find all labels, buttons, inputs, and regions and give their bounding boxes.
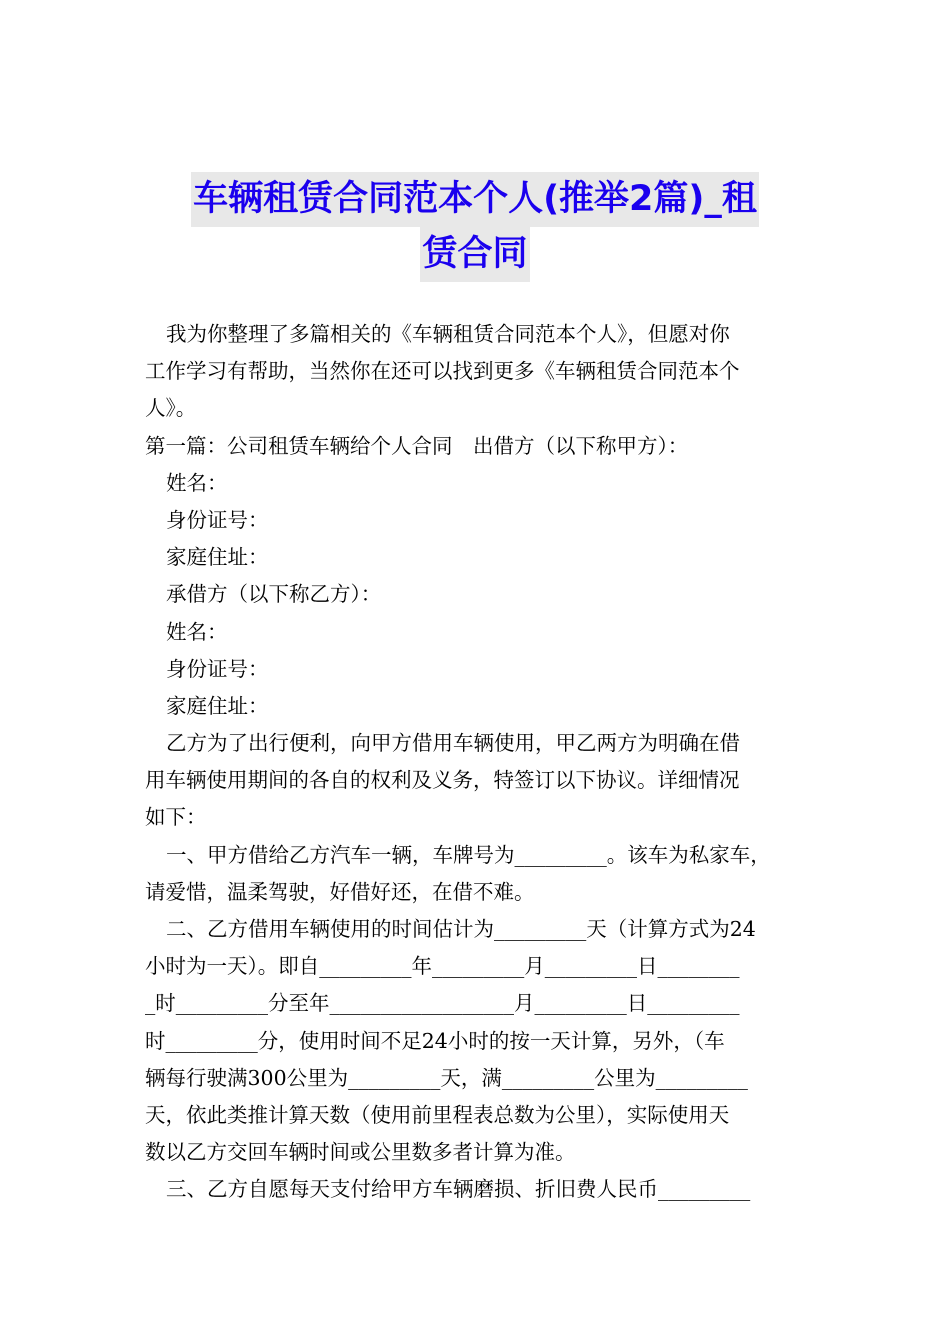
- body-line: 小时为一天）。即自_________年_________月_________日________: [145, 954, 740, 979]
- body-line: 辆每行驶满300公里为_________天，满_________公里为_________: [145, 1065, 748, 1090]
- body-line: 天，依此类推计算天数（使用前里程表总数为公里），实际使用天: [145, 1102, 730, 1127]
- body-line: 乙方为了出行便利，向甲方借用车辆使用，甲乙两方为明确在借: [166, 731, 740, 756]
- document-body: [145, 316, 809, 1209]
- body-line: 姓名：: [166, 470, 228, 495]
- body-line: 第一篇：公司租赁车辆给个人合同 出借方（以下称甲方）：: [145, 433, 689, 458]
- body-line: 姓名：: [166, 619, 228, 644]
- body-line: _时_________分至年__________________月_________日_________: [145, 991, 740, 1016]
- body-line: 家庭住址：: [166, 545, 269, 570]
- body-line: 工作学习有帮助，当然你在还可以找到更多《车辆租赁合同范本个: [145, 359, 740, 384]
- body-line: 身份证号：: [166, 656, 269, 681]
- body-line: 数以乙方交回车辆时间或公里数多者计算为准。: [145, 1140, 576, 1165]
- body-line: 用车辆使用期间的各自的权利及义务，特签订以下协议。详细情况: [145, 768, 740, 793]
- body-line: 时_________分，使用时间不足24小时的按一天计算，另外，（车: [145, 1028, 725, 1053]
- title-line-1: 车辆租赁合同范本个人(推举2篇)_租: [191, 172, 759, 227]
- body-line: 一、甲方借给乙方汽车一辆，车牌号为_________。该车为私家车，: [166, 842, 771, 867]
- body-line: 我为你整理了多篇相关的《车辆租赁合同范本个人》，但愿对你: [166, 322, 730, 346]
- body-line: 如下：: [145, 805, 207, 830]
- body-line: 身份证号：: [166, 507, 269, 532]
- body-line: 家庭住址：: [166, 693, 269, 718]
- title-line-2: 赁合同: [420, 227, 529, 282]
- body-line: 承借方（以下称乙方）：: [166, 582, 382, 607]
- document-title: [150, 172, 800, 282]
- body-line: 二、乙方借用车辆使用的时间估计为_________天（计算方式为24: [166, 917, 756, 941]
- body-line: 三、乙方自愿每天支付给甲方车辆磨损、折旧费人民币_________: [166, 1177, 751, 1202]
- body-line: 请爱惜，温柔驾驶，好借好还，在借不难。: [145, 879, 535, 904]
- body-line: 人》。: [145, 396, 197, 421]
